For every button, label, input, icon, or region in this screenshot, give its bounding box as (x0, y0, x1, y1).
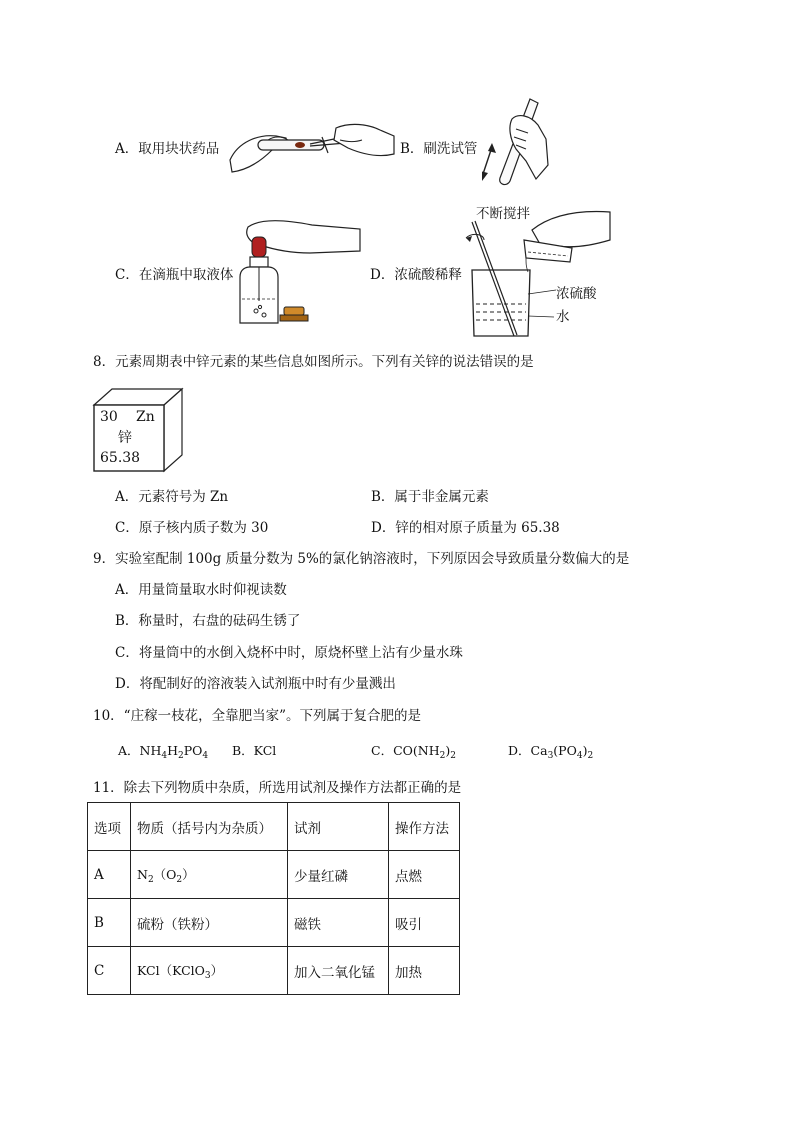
q9-option-d: D．将配制好的溶液装入试剂瓶中时有少量溅出 (115, 676, 396, 692)
q10-option-a-prefix: A． (118, 743, 140, 758)
q9-option-c: C．将量筒中的水倒入烧杯中时，原烧杯壁上沾有少量水珠 (115, 645, 463, 661)
row-a-option: A (88, 851, 131, 899)
element-name: 锌 (118, 430, 132, 446)
q8-option-b: B．属于非金属元素 (371, 489, 489, 505)
q7-option-b-label: B．刷洗试管 (400, 141, 478, 157)
header-reagent: 试剂 (288, 803, 389, 851)
row-c-method: 加热 (389, 947, 460, 995)
atomic-mass: 65.38 (100, 450, 141, 466)
q7-option-a-label: A．取用块状药品 (115, 141, 220, 157)
table-header-row (88, 803, 460, 851)
impurity-removal-table (87, 802, 460, 995)
q10-option-d-prefix: D． (508, 743, 531, 758)
row-b-method: 吸引 (389, 899, 460, 947)
row-a-substance: $N_2(O_2)$ (131, 851, 288, 899)
q8-stem: 8．元素周期表中锌元素的某些信息如图所示。下列有关锌的说法错误的是 (93, 354, 534, 370)
header-method: 操作方法 (389, 803, 460, 851)
atomic-number: 30 (100, 409, 118, 425)
header-option: 选项 (88, 803, 131, 851)
q10-option-c: C．$CO(NH_2)_2$ (371, 743, 456, 761)
row-b-substance: 硫粉（铁粉） (131, 899, 288, 947)
q8-option-c: C．原子核内质子数为 30 (115, 520, 269, 536)
q10-option-d: D．$Ca_3(PO_4)_2$ (508, 743, 594, 761)
row-a-method: 点燃 (389, 851, 460, 899)
table-row (88, 851, 460, 899)
row-c-option: C (88, 947, 131, 995)
q9-option-a: A．用量筒量取水时仰视读数 (115, 582, 287, 598)
q10-option-c-prefix: C． (371, 743, 394, 758)
q9-stem: 9．实验室配制 100g 质量分数为 5%的氯化钠溶液时，下列原因会导致质量分数偏大的是 (93, 551, 630, 567)
row-a-reagent: 少量红磷 (288, 851, 389, 899)
wash-test-tube-figure (482, 95, 552, 190)
take-solid-reagent-figure (228, 120, 398, 176)
table-row (88, 947, 460, 995)
q11-stem: 11．除去下列物质中杂质，所选用试剂及操作方法都正确的是 (93, 780, 462, 796)
q7-option-c-label: C．在滴瓶中取液体 (115, 267, 234, 283)
q7-option-d-label: D．浓硫酸稀释 (370, 267, 462, 283)
stir-label: 不断搅拌 (476, 206, 530, 222)
row-b-option: B (88, 899, 131, 947)
water-label: 水 (556, 309, 570, 325)
zinc-element-card (92, 385, 184, 473)
element-symbol: Zn (136, 409, 155, 425)
q8-option-d: D．锌的相对原子质量为 65.38 (371, 520, 560, 536)
dropper-bottle-figure (232, 215, 362, 330)
q10-option-a: A．$NH_4H_2PO_4$ (118, 743, 209, 761)
table-row (88, 899, 460, 947)
q8-option-a: A．元素符号为 Zn (115, 489, 229, 505)
q10-stem: 10．“庄稼一枝花，全靠肥当家”。下列属于复合肥的是 (93, 708, 421, 724)
header-substance: 物质（括号内为杂质） (131, 803, 288, 851)
row-b-reagent: 磁铁 (288, 899, 389, 947)
row-c-substance: KCl（KClO$_3$） (131, 947, 288, 995)
concentrated-acid-label: 浓硫酸 (556, 286, 597, 302)
row-c-reagent: 加入二氧化锰 (288, 947, 389, 995)
q10-option-b: B．KCl (232, 743, 277, 758)
q9-option-b: B．称量时，右盘的砝码生锈了 (115, 613, 301, 629)
